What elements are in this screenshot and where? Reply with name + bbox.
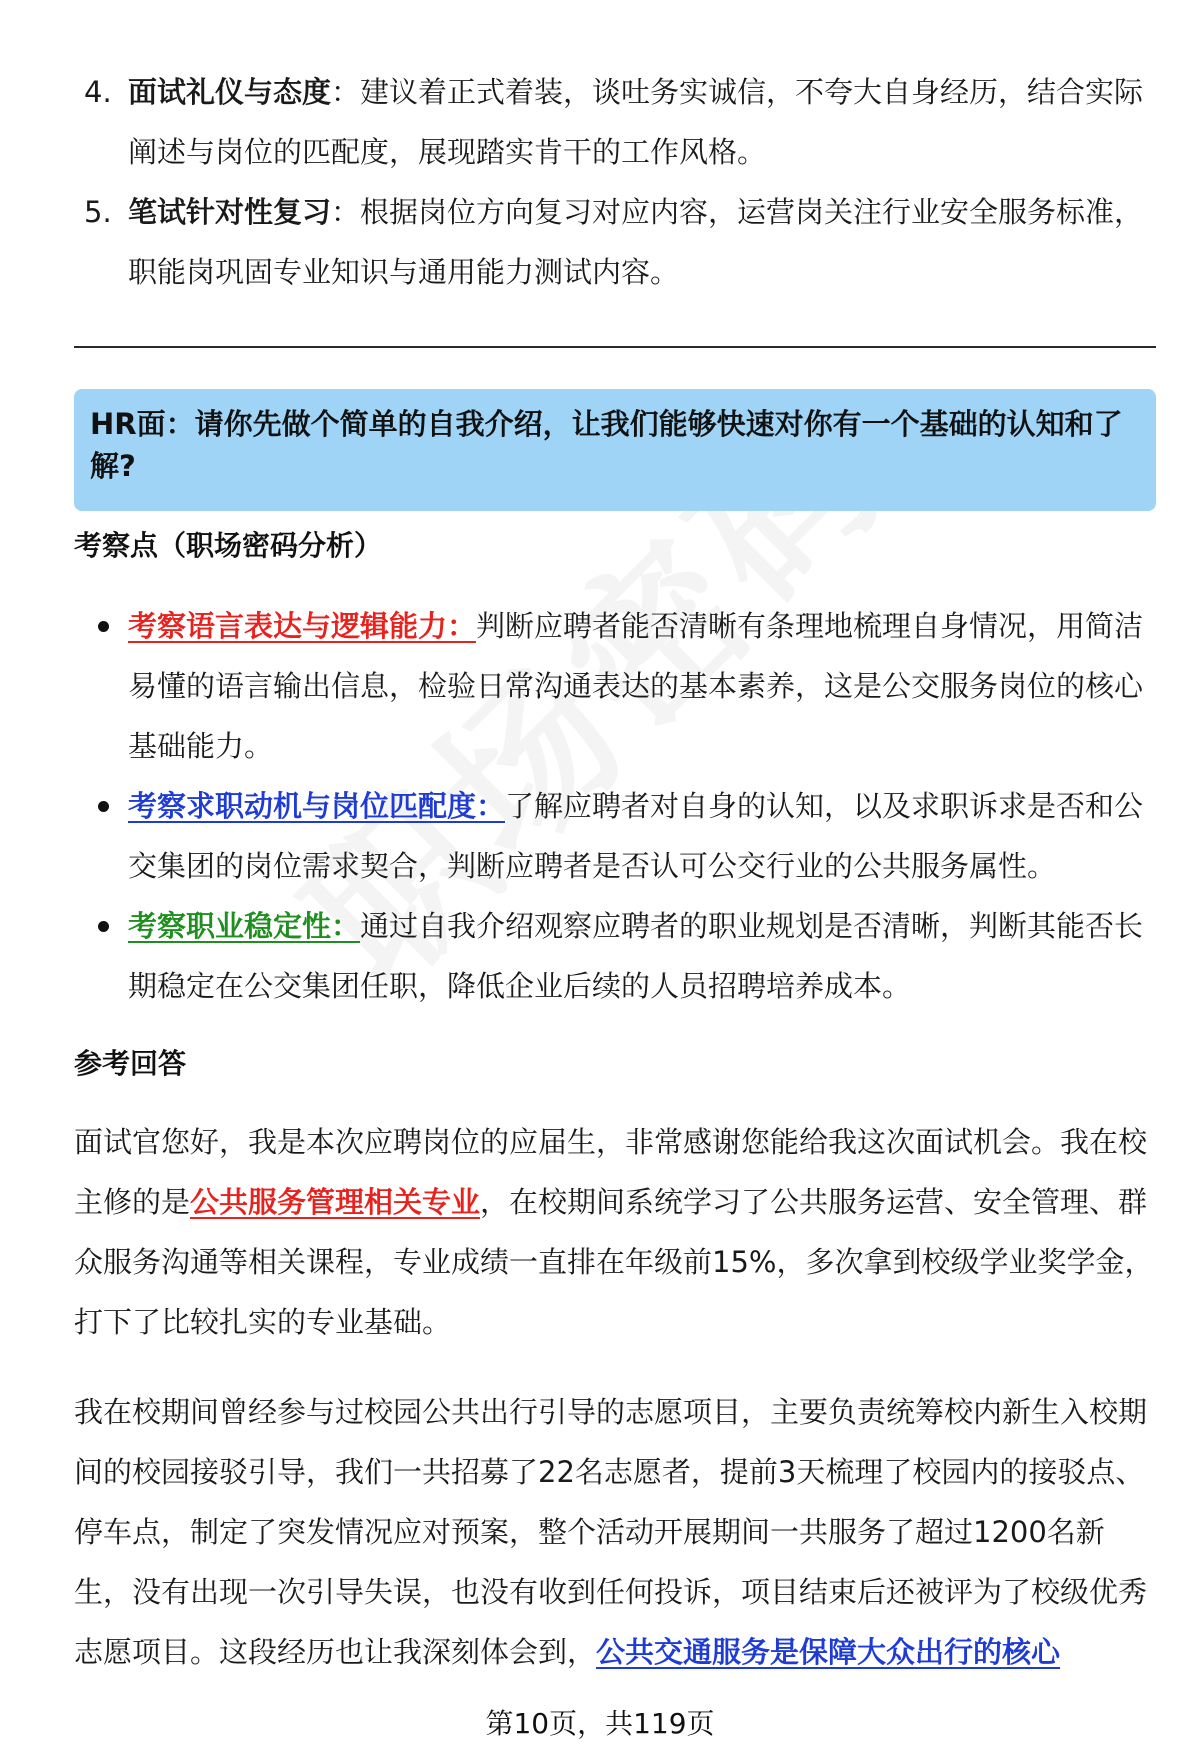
list-number: 4. (84, 75, 112, 109)
list-item (74, 596, 1156, 776)
question-box: HR面：请你先做个简单的自我介绍，让我们能够快速对你有一个基础的认知和了解? (74, 389, 1156, 511)
item-title: 笔试针对性复习 (128, 195, 332, 229)
section-divider (74, 346, 1156, 348)
para-text: 面试官您好，我是本次应聘岗位的应届生，非常感谢您能给我这次面试机会。我在校主修的是 (74, 1125, 1148, 1219)
page-footer: 第10页，共119页 (485, 1707, 715, 1740)
list-item (74, 62, 1154, 182)
point-text: 判断应聘者能否清晰有条理地梳理自身情况，用简洁易懂的语言输出信息，检验日常沟通表达的基本素养，这是公交服务岗位的核心基础能力。 (128, 609, 1144, 763)
points-heading: 考察点（职场密码分析） (74, 529, 383, 562)
item-text: ：建议着正式着装，谈吐务实诚信，不夸大自身经历，结合实际阐述与岗位的匹配度，展现踏实肯干的工作风格。 (128, 75, 1144, 169)
list-item (74, 182, 1154, 302)
point-text: 了解应聘者对自身的认知，以及求职诉求是否和公交集团的岗位需求契合，判断应聘者是否认可公交行业的公共服务属性。 (128, 789, 1144, 883)
point-keyword: 考察求职动机与岗位匹配度： (128, 789, 506, 823)
list-item (74, 776, 1156, 896)
list-number: 5. (84, 195, 112, 229)
item-text: ：根据岗位方向复习对应内容，运营岗关注行业安全服务标准，职能岗巩固专业知识与通用能力测试内容。 (128, 195, 1144, 289)
item-title: 面试礼仪与态度 (128, 75, 332, 109)
para-text: 我在校期间曾经参与过校园公共出行引导的志愿项目，主要负责统筹校内新生入校期间的校园接驳引导，我们一共招募了22名志愿者，提前3天梳理了校园内的接驳点、停车点，制定了突发情况应对预案，整个活动开展期间一共服务了超过1200名新生，没有出现一次引导失误，也没有收到任何投诉，项目结束后还被评为了校级优秀志愿项目。这段经历也让我深刻体会到， (74, 1395, 1148, 1669)
list-item (74, 896, 1156, 1016)
bullet-icon (98, 801, 109, 812)
answer-heading: 参考回答 (74, 1047, 187, 1080)
highlight-text: 公共交通服务是保障大众出行的核心 (596, 1635, 1061, 1669)
answer-paragraph (74, 1382, 1156, 1682)
point-keyword: 考察职业稳定性： (128, 909, 361, 943)
numbered-list (74, 62, 1154, 302)
points-list (74, 596, 1156, 1016)
bullet-icon (98, 921, 109, 932)
highlight-text: 公共服务管理相关专业 (190, 1185, 481, 1219)
para-text: ，在校期间系统学习了公共服务运营、安全管理、群众服务沟通等相关课程，专业成绩一直排在年级前15%，多次拿到校级学业奖学金，打下了比较扎实的专业基础。 (74, 1185, 1154, 1339)
answer-paragraph (74, 1112, 1156, 1352)
point-keyword: 考察语言表达与逻辑能力： (128, 609, 477, 643)
point-text: 通过自我介绍观察应聘者的职业规划是否清晰，判断其能否长期稳定在公交集团任职，降低企业后续的人员招聘培养成本。 (128, 909, 1144, 1003)
bullet-icon (98, 621, 109, 632)
